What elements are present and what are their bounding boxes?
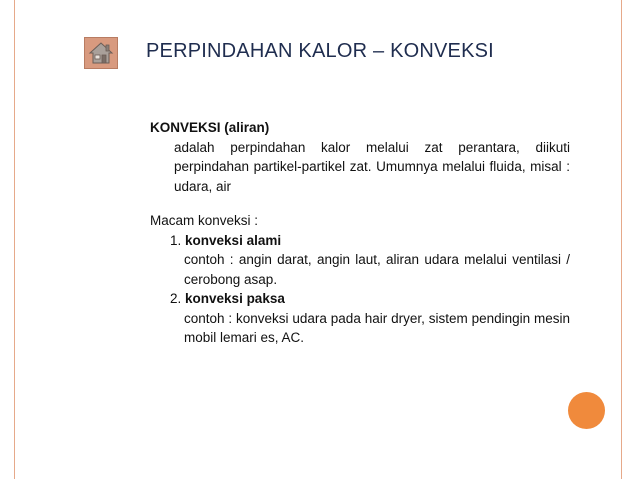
type-item-2-example: contoh : konveksi udara pada hair dryer, sistem pendingin mesin mobil lemari es, AC. (184, 310, 570, 345)
right-border-line (621, 0, 622, 479)
type-item-1-title (170, 231, 570, 251)
orange-circle-decoration (568, 392, 605, 429)
home-button[interactable] (84, 37, 118, 69)
definition-heading: KONVEKSI (aliran) (150, 120, 270, 135)
types-heading: Macam konveksi : (150, 213, 259, 228)
type-item-1-name: konveksi alami (185, 232, 282, 248)
slide-content (150, 118, 570, 348)
slide-title: PERPINDAHAN KALOR – KONVEKSI (146, 40, 494, 62)
type-item-2-title (170, 289, 570, 309)
definition-text: adalah perpindahan kalor melalui zat perantara, diikuti perpindahan partikel-partikel zat. Umumnya melalui fluida, misal : udara, air (174, 139, 570, 194)
type-item-2-number: 2. (170, 291, 182, 306)
type-item-1-example: contoh : angin darat, angin laut, aliran udara melalui ventilasi / cerobong asap. (184, 252, 570, 287)
type-item-1-number: 1. (170, 232, 182, 248)
spacer (150, 196, 570, 211)
left-border-line (14, 0, 15, 479)
home-icon (88, 41, 114, 65)
type-item-2-name: konveksi paksa (185, 291, 285, 306)
